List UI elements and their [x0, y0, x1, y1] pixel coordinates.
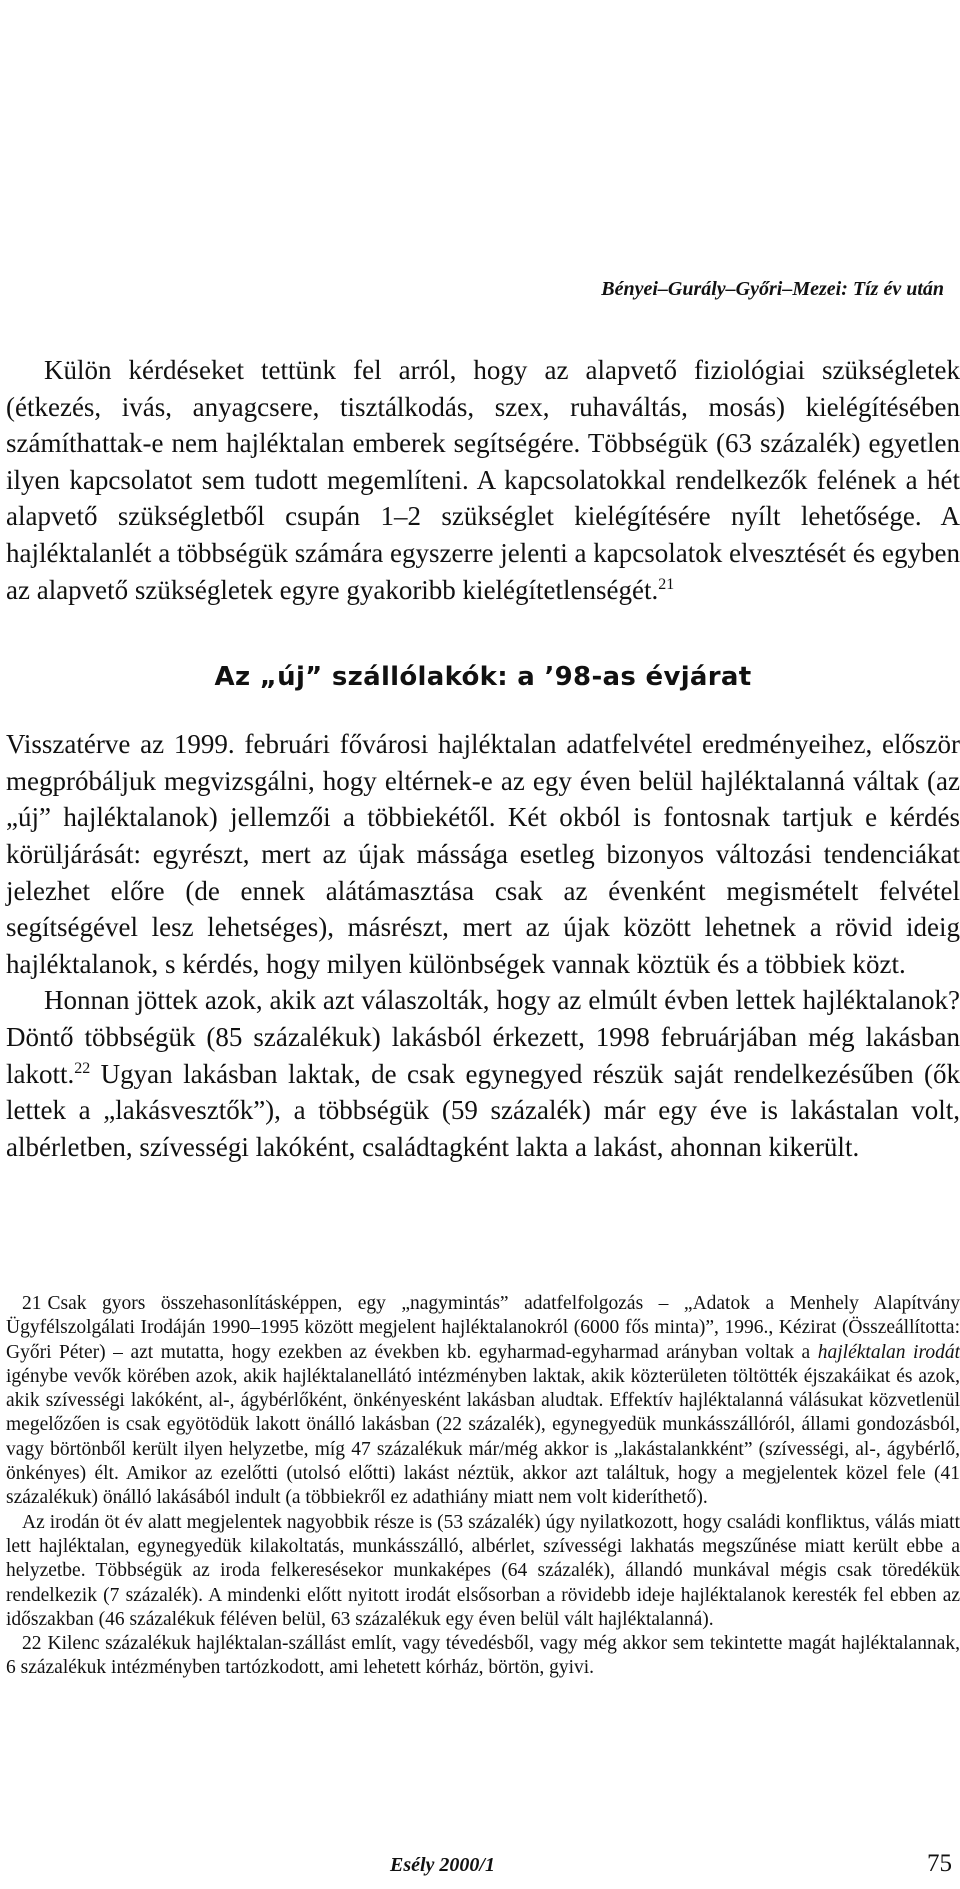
- journal-title: Esély 2000/1: [390, 1854, 495, 1876]
- footnote-21-text-b: igénybe vevők körében azok, akik hajléktalanellátó intézményben laktak, akik közterületen töltötték éjszakáikat és azok, akik szívességi lakóként, al-, ágybérlőként, önkényesként lakásban aludtak. Effektív hajléktalanná válásukat közvetlenül megelőzően is csak egyötödük lakott önálló lakásban (22 százalék), egynegyedük munkásszállóról, állami gondozásból, vagy börtönből került ilyen helyzetbe, míg 47 százalékuk már/még akkor is „lakástalankként” (szívességi, al-, ágybérlő, önkényes) élt. Amikor az ezelőtti (utolsó előtti) lakást néztük, akkor azt találtuk, hogy a megjelentek közel fele (41 százalékuk) önálló lakásából indult (a többiekről ez adathiány miatt nem volt kideríthető).: [6, 1365, 960, 1509]
- footnote-21-text-a: Csak gyors összehasonlításképpen, egy „nagymintás” adatfelfolgozás – „Adatok a Menhely Alapítvány Ügyfélszolgálati Irodáján 1990–1995 között megjelent hajléktalanokról (6000 fős minta)”, 1996., Kézirat (Összeállította: Győri Péter) – azt mutatta, hogy ezekben az években kb. egyharmad-egyharmad arányban voltak a: [6, 1293, 960, 1363]
- page-number: 75: [927, 1850, 952, 1877]
- section-heading: Az „új” szállólakók: a ’98-as évjárat: [214, 662, 752, 693]
- footnote-21-paragraph-2: Az irodán öt év alatt megjelentek nagyobbik része is (53 százalék) úgy nyilatkozott, hogy családi konfliktus, válás miatt lett hajléktalan, egynegyedük kilakoltatás, munkásszálló, albérlet, szívességi lakhatás megszűnése miatt került ebbe a helyzetbe. Többségük az iroda felkeresésekor munkaképes (64 százalék), állandó munkával mégis csak töredékük rendelkezik (7 százalék). A mindenki előtt nyitott irodát elsősorban a rövidebb ideje hajléktalanok keresték fel ebben az időszakban (46 százalékuk féléven belül, 63 százalékuk egy éven belül vált hajléktalanná).: [6, 1511, 960, 1630]
- footnote-22-number: 22: [22, 1633, 42, 1655]
- paragraph-1-text: Külön kérdéseket tettünk fel arról, hogy az alapvető fiziológiai szükségletek (étkezés, ivás, anyagcsere, tisztálkodás, szex, ruhaváltás, mosás) kielégítésében számíthattak-e nem hajléktalan emberek segítségére. Többségük (63 százalék) egyetlen ilyen kapcsolatot sem tudott megemlíteni. A kapcsolatokkal rendelkezők felének a hét alapvető szükségletből csupán 1–2 szükséglet kielégítésére nyílt lehetősége. A hajléktalanlét a többségük számára egyszerre jelenti a kapcsolatok elvesztését és egyben az alapvető szükségletek egyre gyakoribb kielégítetlenségét.: [6, 355, 960, 605]
- paragraph-2-text: Visszatérve az 1999. februári fővárosi hajléktalan adatfelvétel eredményeihez, először megpróbáljuk megvizsgálni, hogy eltérnek-e az egy éven belül hajléktalanná váltak (az „új” hajléktalanok) jellemzői a többiekétől. Két okból is fontosnak tartjuk e kérdés körüljárását: egyrészt, mert az újak mássága esetleg bizonyos változási tendenciákat jelezhet előre (de ennek alátámasztása csak az évenként megismételt felvétel segítségével lesz lehetséges), másrészt, mert az újak között lehetnek a rövid ideig hajléktalanok, s kérdés, hogy milyen különbségek vannak köztük és a többiek közt.: [6, 729, 960, 979]
- footnote-22-text: Kilenc százalékuk hajléktalan-szállást említ, vagy tévedésből, vagy még akkor sem tekintette magát hajléktalannak, 6 százalékuk intézményben tartózkodott, ami lehetett kórház, börtön, gyivi.: [6, 1633, 960, 1679]
- paragraph-3-text-a: Honnan jöttek azok, akik azt válaszolták, hogy az elmúlt évben lettek hajléktalanok? Döntő többségük (85 százalékuk) lakásból érkezett, 1998 februárjában még lakásban lakott.: [6, 985, 960, 1089]
- footnote-21-continuation: [6, 1511, 960, 1632]
- main-text: [6, 352, 960, 1165]
- footnote-ref-21: 21: [658, 575, 675, 593]
- body-paragraph-2: [6, 726, 960, 982]
- page-footer: [0, 1850, 960, 1880]
- paragraph-3-text-b: Ugyan lakásban laktak, de csak egynegyed részük saját rendelkezésűben (ők lettek a „lakásvesztők”), a többségük (59 százalék) már egy éve is lakástalan volt, albérletben, szívességi lakóként, családtagként lakta a lakást, ahonnan kikerült.: [6, 1058, 960, 1162]
- footnote-21: [6, 1292, 960, 1511]
- footnotes: [6, 1292, 960, 1681]
- footnote-21-number: 21: [22, 1293, 42, 1314]
- body-paragraph-3: [6, 982, 960, 1165]
- footnote-22: [6, 1632, 960, 1681]
- footnote-ref-22: 22: [74, 1059, 91, 1077]
- body-paragraph-1: [6, 352, 960, 608]
- running-header: Bényei–Gurály–Győri–Mezei: Tíz év után: [601, 278, 944, 300]
- footnote-21-italic: hajléktalan irodát: [817, 1341, 960, 1363]
